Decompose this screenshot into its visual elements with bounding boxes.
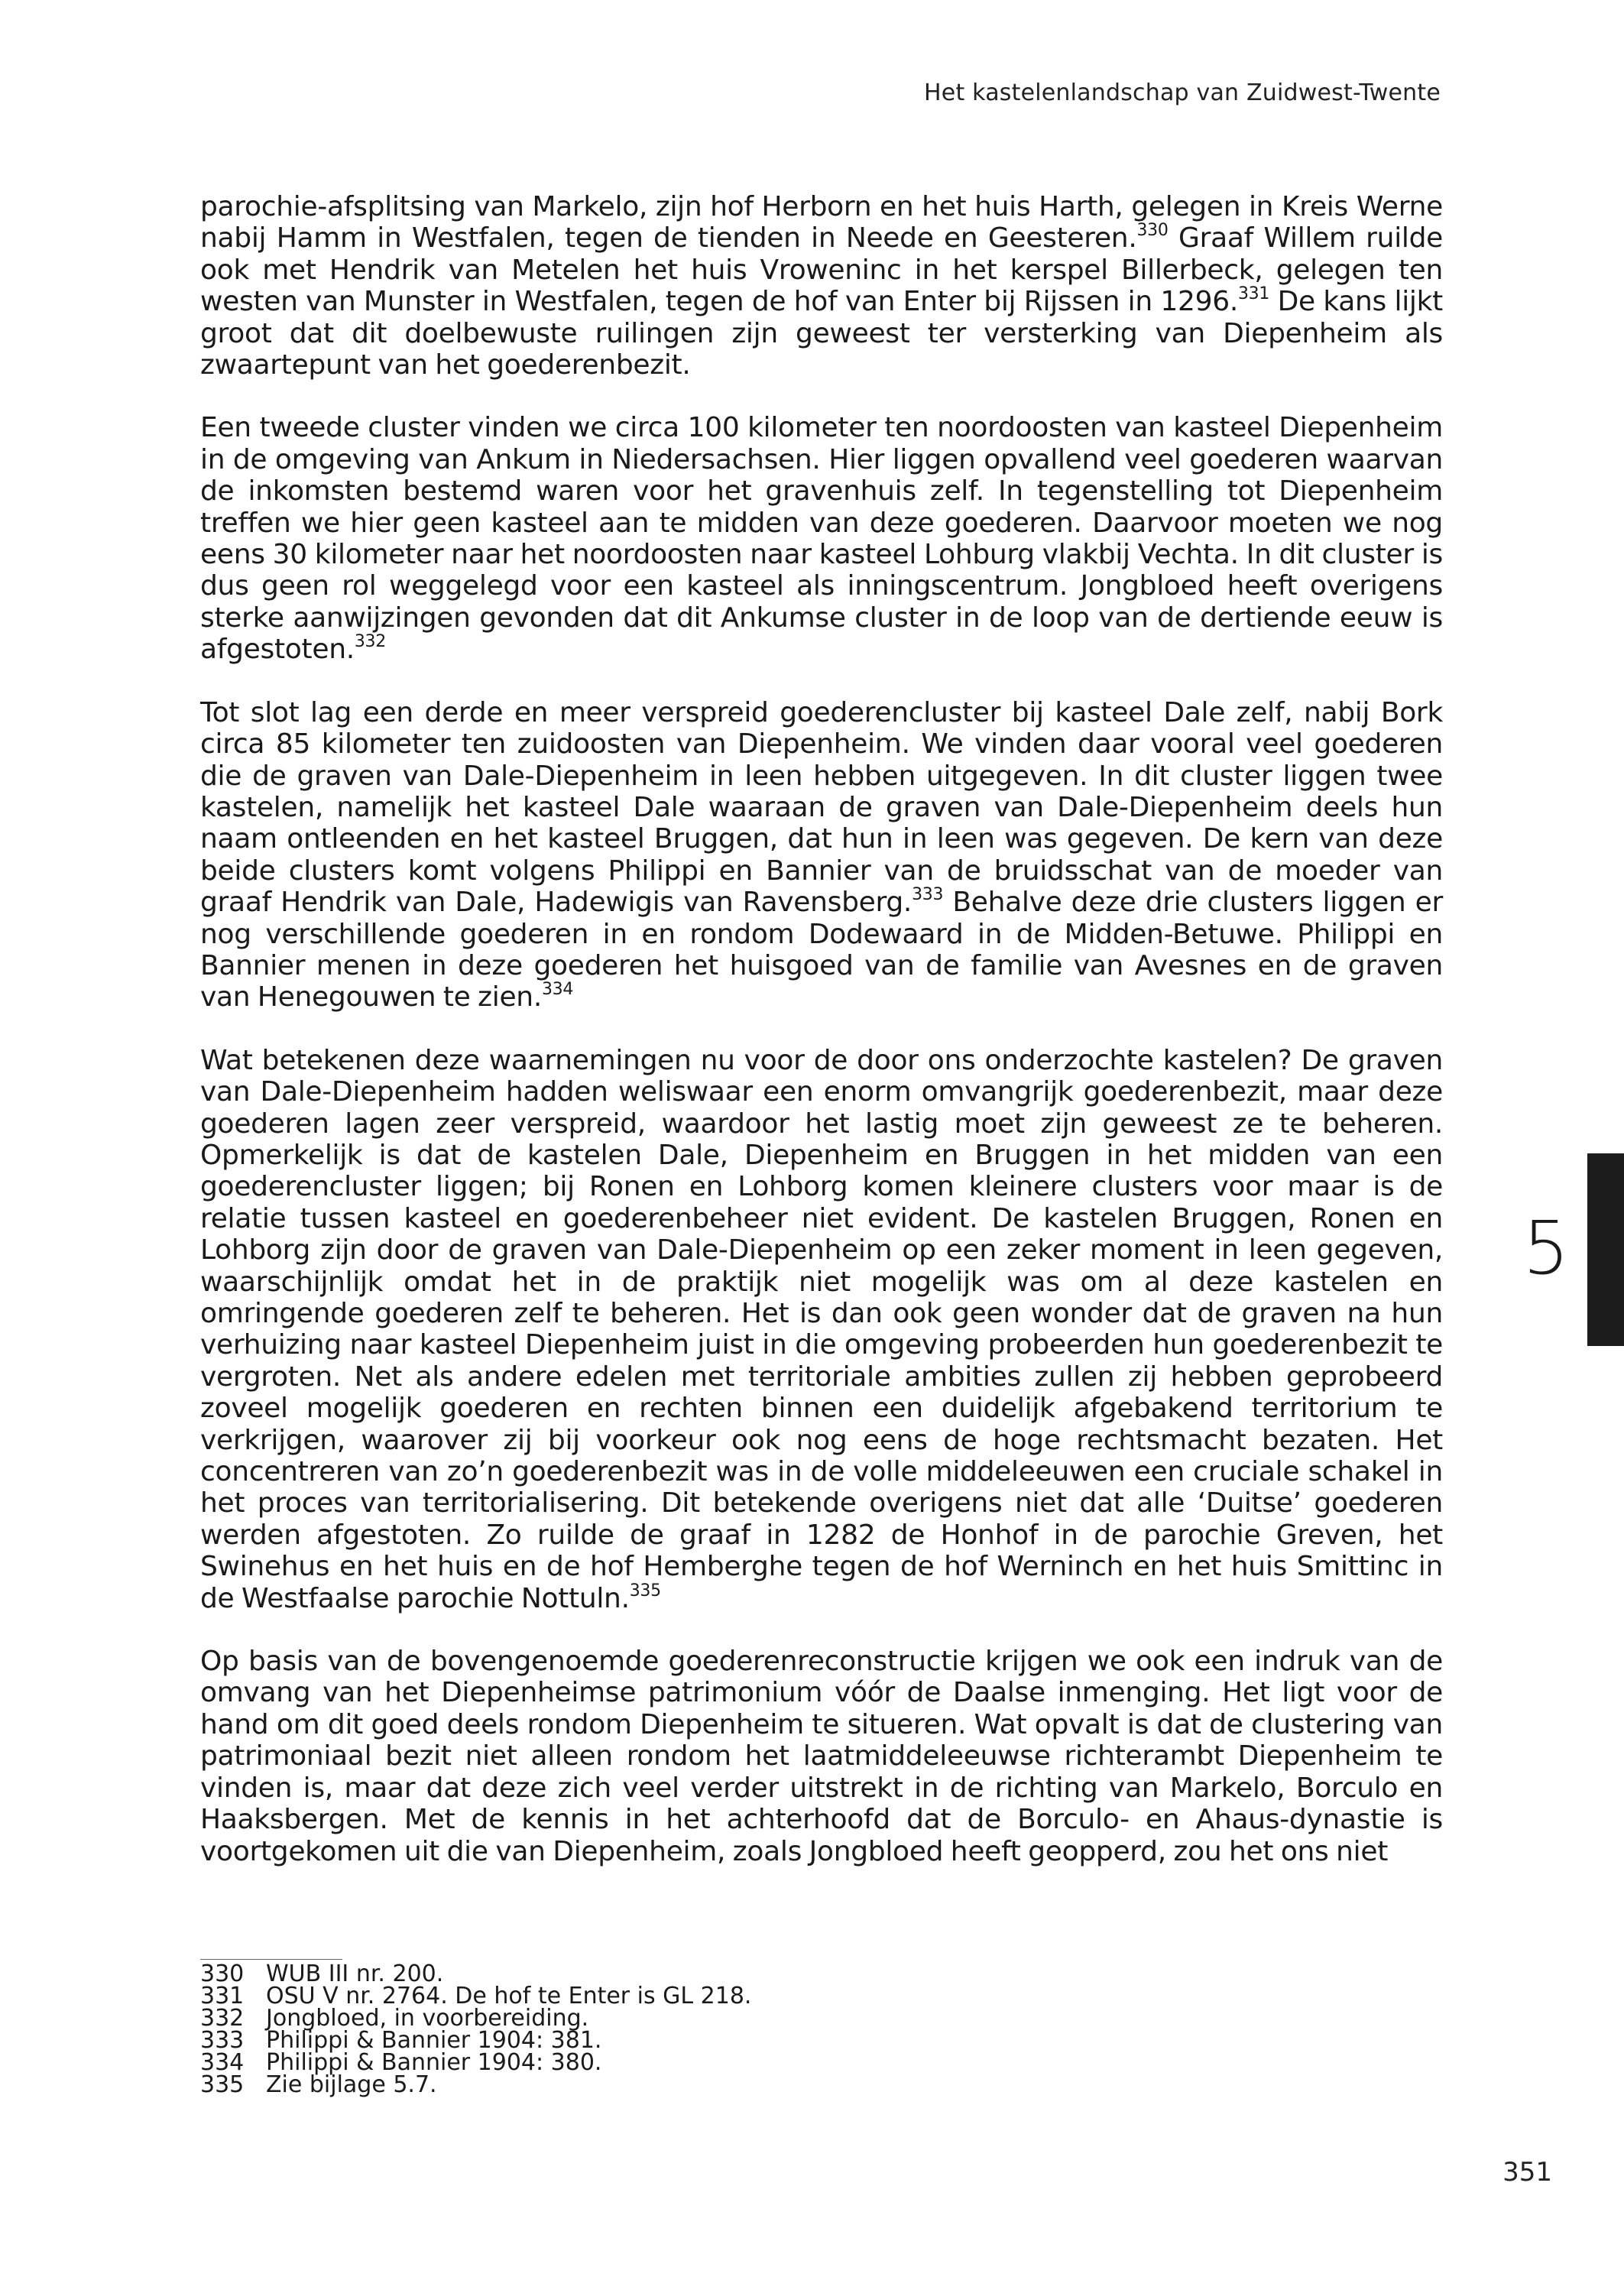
footnote-reference[interactable]: 331	[1237, 284, 1270, 304]
page-number: 351	[1502, 2157, 1552, 2188]
footnote-reference[interactable]: 330	[1136, 221, 1169, 241]
paragraph-text: Wat betekenen deze waarnemingen nu voor de door ons onderzochte kastelen? De graven van Dale-Diepenheim hadden weliswaar een enorm omvangrijk goederenbezit, maar deze goederen lagen zeer verspreid, waardoor het lastig moet zijn geweest ze te beheren. Opmerkelijk is dat de kastelen Dale, Diepenheim en Bruggen in het midden van een goederencluster liggen; bij Ronen en Lohborg komen kleinere clusters voor maar is de relatie tussen kasteel en goederenbeheer niet evident. De kastelen Bruggen, Ronen en Lohborg zijn door de graven van Dale-Diepenheim op een zeker moment in leen gegeven, waarschijnlijk omdat het in de praktijk niet mogelijk was om al deze kastelen en omringende goederen zelf te beheren. Het is dan ook geen wonder dat de graven na hun verhuizing naar kasteel Diepenheim juist in die omgeving probeerden hun goederenbezit te vergroten. Net als andere edelen met territoriale ambities zullen zij hebben geprobeerd zoveel mogelijk goederen en rechten binnen een duidelijk afgebakend territorium te verkrijgen, waarover zij bij voorkeur ook nog eens de hoge rechtsmacht bezaten. Het concentreren van zo’n goederenbezit was in de volle middeleeuwen een cruciale schakel in het proces van territorialisering. Dit betekende overigens niet dat alle ‘Duitse’ goederen werden afgestoten. Zo ruilde de graaf in 1282 de Honhof in de parochie Greven, het Swinehus en het huis en de hof Hemberghe tegen de hof Werninch en het huis Smittinc in de Westfaalse parochie Nottuln.	[200, 1044, 1443, 1614]
paragraph-text: Op basis van de bovengenoemde goederenreconstructie krijgen we ook een indruk van de omvang van het Diepenheimse patrimonium vóór de Daalse inmenging. Het ligt voor de hand om dit goed deels rondom Diepenheim te situeren. Wat opvalt is dat de clustering van patrimoniaal bezit niet alleen rondom het laatmiddeleeuwse richterambt Diepenheim te vinden is, maar dat deze zich veel verder uitstrekt in de richting van Markelo, Borculo en Haaksbergen. Met de kennis in het achterhoofd dat de Borculo- en Ahaus-dynastie is voortgekomen uit die van Diepenheim, zoals Jongbloed heeft geopperd, zou het ons niet	[200, 1646, 1443, 1867]
footnote-number: 335	[200, 2071, 245, 2098]
footnote-text: Philippi & Bannier 1904: 380.	[266, 2049, 602, 2076]
chapter-number: 5	[1522, 1205, 1570, 1291]
footnote-number: 330	[200, 1961, 245, 1987]
footnote-text: OSU V nr. 2764. De hof te Enter is GL 218.	[266, 1983, 752, 2009]
footnote	[200, 1985, 751, 2007]
footnote-reference[interactable]: 334	[541, 980, 574, 1000]
paragraph	[200, 697, 1443, 1014]
paragraph-text: Tot slot lag een derde en meer verspreid goederencluster bij kasteel Dale zelf, nabij Bork circa 85 kilometer ten zuidoosten van Diepenheim. We vinden daar vooral veel goederen die de graven van Dale-Diepenheim in leen hebben uitgegeven. In dit cluster liggen twee kastelen, namelijk het kasteel Dale waaraan de graven van Dale-Diepenheim deels hun naam ontleenden en het kasteel Bruggen, dat hun in leen was gegeven. De kern van deze beide clusters komt volgens Philippi en Bannier van de bruidsschat van de moeder van graaf Hendrik van Dale, Hadewigis van Ravensberg.	[200, 696, 1443, 919]
footnote-divider	[200, 1959, 342, 1960]
footnote-text: Jongbloed, in voorbereiding.	[266, 2005, 589, 2032]
paragraph-text: parochie-afsplitsing van Markelo, zijn hof Herborn en het huis Harth, gelegen in Kreis Werne nabij Hamm in Westfalen, tegen de tienden in Neede en Geesteren.	[200, 191, 1443, 255]
footnote	[200, 2027, 751, 2054]
paragraph	[200, 1045, 1443, 1614]
running-header: Het kastelenlandschap van Zuidwest-Twente	[924, 79, 1441, 106]
paragraph	[200, 1646, 1443, 1867]
footnote-text: Zie bijlage 5.7.	[266, 2071, 437, 2098]
footnote	[200, 2005, 751, 2032]
footnote-number: 331	[200, 1983, 245, 2009]
chapter-tab-marker	[1587, 1153, 1624, 1346]
footnote-number: 332	[200, 2005, 245, 2032]
footnote-text: WUB III nr. 200.	[266, 1961, 444, 1987]
paragraph	[200, 191, 1443, 381]
footnote	[200, 2071, 751, 2098]
footnote-number: 334	[200, 2049, 245, 2076]
footnote	[200, 1963, 751, 1985]
body-text	[200, 191, 1443, 1899]
footnote-number: 333	[200, 2027, 245, 2054]
paragraph-text: Behalve deze drie clusters liggen er nog verschillende goederen in en rondom Dodewaard in de Midden-Betuwe. Philippi en Bannier menen in deze goederen het huisgoed van de familie van Avesnes en de graven van Henegouwen te zien.	[200, 887, 1443, 1014]
paragraph-text: Een tweede cluster vinden we circa 100 kilometer ten noordoosten van kasteel Diepenheim in de omgeving van Ankum in Niedersachsen. Hier liggen opvallend veel goederen waarvan de inkomsten bestemd waren voor het gravenhuis zelf. In tegenstelling tot Diepenheim treffen we hier geen kasteel aan te midden van deze goederen. Daarvoor moeten we nog eens 30 kilometer naar het noordoosten naar kasteel Lohburg vlakbij Vechta. In dit cluster is dus geen rol weggelegd voor een kasteel als inningscentrum. Jongbloed heeft overigens sterke aanwijzingen gevonden dat dit Ankumse cluster in de loop van de dertiende eeuw is afgestoten.	[200, 412, 1443, 666]
paragraph-text: De kans lijkt groot dat dit doelbewuste ruilingen zijn geweest ter versterking van Diepenheim als zwaartepunt van het goederenbezit.	[200, 286, 1443, 381]
footnotes	[200, 1963, 751, 2096]
footnote	[200, 2051, 751, 2074]
paragraph	[200, 412, 1443, 665]
footnote-text: Philippi & Bannier 1904: 381.	[266, 2027, 602, 2054]
footnote-reference[interactable]: 335	[629, 1581, 661, 1601]
footnote-reference[interactable]: 333	[912, 885, 944, 905]
footnote-reference[interactable]: 332	[354, 632, 386, 652]
paragraph-text: Graaf Willem ruilde ook met Hendrik van Metelen het huis Vroweninc in het kerspel Billerbeck, gelegen ten westen van Munster in Westfalen, tegen de hof van Enter bij Rijssen in 1296.	[200, 222, 1443, 318]
